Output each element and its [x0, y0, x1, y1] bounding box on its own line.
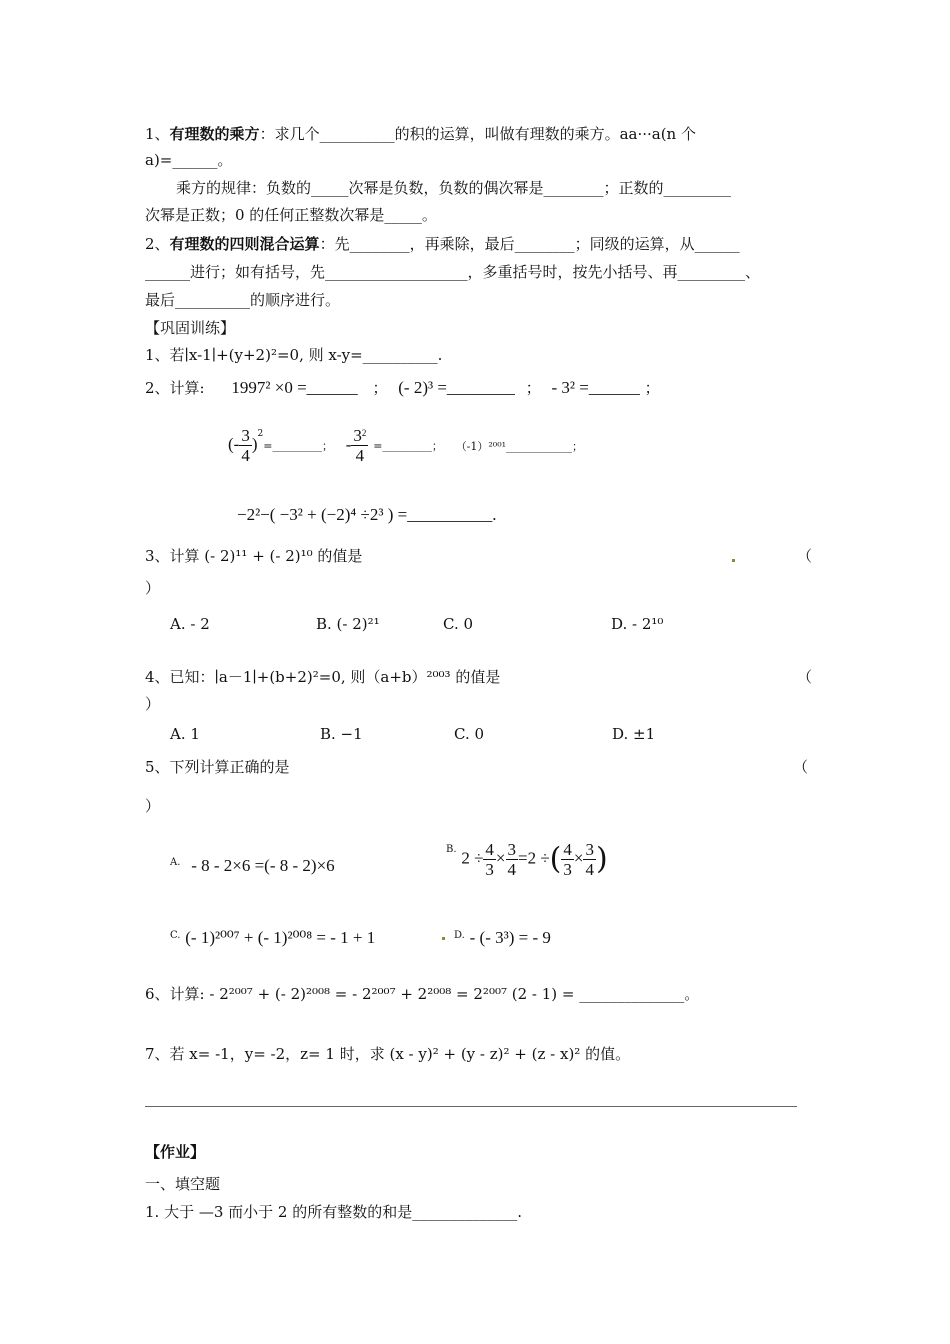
- q2-expr-6: （-1）²⁰⁰¹____________；: [455, 439, 584, 453]
- q4-option-b: B. −1: [320, 725, 363, 743]
- q5-paren-close: ）: [145, 797, 161, 815]
- section-2-line-2: ______进行；如有括号，先___________________，多重括号时，按先小括号、再_________、: [145, 263, 761, 281]
- q3-option-c: C. 0: [443, 615, 474, 633]
- q2-frac-32-4: $\frac{3^2}{4}$: [353, 426, 367, 465]
- q2-expr-3: - 3² =______: [551, 378, 640, 397]
- q5-option-a: A. - 8 - 2×6 =(- 8 - 2)×6: [170, 856, 335, 875]
- question-2-row-1: 2、计算: 1997² ×0 =______ ； (- 2)³ =________ ； - 3² =______ ；: [145, 378, 660, 397]
- question-1: 1、若∣x-1∣+(y+2)²=0, 则 x-y=__________.: [145, 346, 443, 364]
- q3-option-d: D. - 2¹⁰: [611, 615, 664, 633]
- question-7: 7、若 x= -1，y= -2，z= 1 时，求 (x - y)² + (y - z)² + (z - x)² 的值。: [145, 1045, 631, 1063]
- section-1-title: 有理数的乘方: [169, 125, 260, 143]
- homework-question-1: 1. 大于 —3 而小于 2 的所有整数的和是______________.: [145, 1203, 523, 1221]
- q2-expr-2: (- 2)³ =________: [398, 378, 515, 397]
- decoration-dot: [732, 559, 735, 562]
- question-2-row-2: (- $\frac{3}{4}$ )$^2$=_________； - $\frac{3^2}{4}$ =_________； （-1）²⁰⁰¹____________；: [228, 426, 584, 465]
- section-2-text: ：先________，再乘除，最后________；同级的运算，从______: [319, 235, 740, 253]
- q2-expr-7: −2²−( −3² + (−2)⁴ ÷2³ ) =__________.: [237, 505, 497, 524]
- q2-frac-3-4: $\frac{3}{4}$: [241, 426, 250, 465]
- section-1-continuation: a)=______。: [145, 151, 233, 169]
- q5-option-c-expr: (- 1)²⁰⁰⁷ + (- 1)²⁰⁰⁸ = - 1 + 1: [185, 928, 376, 947]
- section-2-title: 有理数的四则混合运算: [169, 235, 320, 253]
- section-1-number: 1、: [145, 125, 170, 143]
- section-2-line-3: 最后__________的顺序进行。: [145, 291, 341, 309]
- homework-heading: 【作业】: [145, 1143, 206, 1161]
- q2-expr-4-frac: (-: [228, 434, 240, 454]
- q5-option-d-expr: - (- 3³) = - 9: [469, 928, 551, 947]
- q2-expr-1: 1997² ×0 =______: [231, 378, 358, 397]
- q4-paren-open: （: [797, 668, 813, 686]
- section-2-number: 2、: [145, 235, 170, 253]
- q3-paren-open: （: [797, 547, 813, 565]
- q3-paren-close: ）: [145, 579, 161, 597]
- section-2-line: [145, 234, 740, 254]
- question-2-label: 2、计算:: [145, 379, 205, 397]
- q5-option-b: $^{B.}$ 2 ÷ $\frac{4}{3}$ × $\frac{3}{4}$ =2 ÷( $\frac{4}{3}$ × $\frac{3}{4}$ ): [446, 840, 608, 879]
- homework-subheading: 一、填空题: [145, 1175, 221, 1193]
- decoration-dot: [442, 937, 445, 940]
- power-rule-line-2: 次幂是正数；0 的任何正整数次幂是_____。: [145, 206, 437, 224]
- q3-option-a: A. - 2: [170, 615, 210, 633]
- question-5-stem: 5、下列计算正确的是: [145, 758, 290, 776]
- question-3-stem: 3、计算 (- 2)¹¹ + (- 2)¹⁰ 的值是: [145, 547, 363, 565]
- q5-paren-open: （: [793, 758, 809, 776]
- q3-option-b: B. (- 2)²¹: [316, 615, 380, 633]
- section-1-text: ：求几个__________的积的运算，叫做有理数的乘方。aa···a(n 个: [259, 125, 696, 143]
- q5-option-a-expr: - 8 - 2×6 =(- 8 - 2)×6: [191, 856, 335, 875]
- q4-paren-close: ）: [145, 695, 161, 713]
- power-rule-line-1: 乘方的规律：负数的_____次幂是负数，负数的偶次幂是________；正数的_________: [176, 179, 732, 197]
- q5-option-d: $^{D.}$ - (- 3³) = - 9: [454, 928, 551, 947]
- q5-option-c: $^{C.}$ (- 1)²⁰⁰⁷ + (- 1)²⁰⁰⁸ = - 1 + 1: [170, 928, 376, 947]
- q2-expr-5-answer: =_________；: [373, 439, 443, 453]
- q2-expr-4-answer: =_________；: [263, 439, 333, 453]
- q4-option-d: D. ±1: [612, 725, 656, 743]
- question-6: 6、计算: - 2²⁰⁰⁷ + (- 2)²⁰⁰⁸ = - 2²⁰⁰⁷ + 2²⁰⁰⁸ = 2²⁰⁰⁷ (2 - 1) = ______________。: [145, 985, 700, 1003]
- q4-option-a: A. 1: [170, 725, 200, 743]
- section-1-line: [145, 124, 696, 144]
- separator-line: [145, 1106, 797, 1107]
- drill-heading: 【巩固训练】: [145, 319, 236, 337]
- question-4-stem: 4、已知：∣a－1∣+(b+2)²=0, 则（a+b）²⁰⁰³ 的值是: [145, 668, 501, 686]
- q4-option-c: C. 0: [454, 725, 485, 743]
